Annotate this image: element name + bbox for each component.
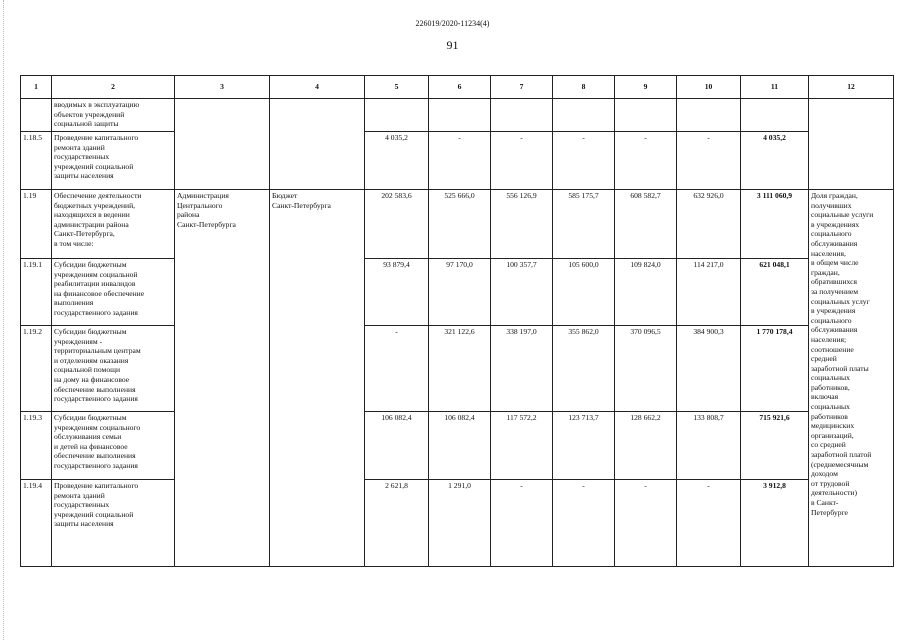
total-cell: 3 111 060,9: [741, 190, 809, 259]
total-cell: 4 035,2: [741, 132, 809, 190]
table-row: [21, 132, 894, 190]
value-cell: -: [677, 480, 741, 567]
value-cell: 100 357,7: [491, 259, 553, 326]
value-cell: 585 175,7: [553, 190, 615, 259]
row-number: 1.19.3: [21, 412, 52, 480]
table-row: [21, 99, 894, 132]
row-name: Субсидии бюджетным учреждениям - территориальным центрам и отделениям оказания социальной помощи на дому на финансовое обеспечение выполнения государственного задания: [52, 326, 175, 412]
value-cell: 123 713,7: [553, 412, 615, 480]
value-cell: 2 621,8: [365, 480, 429, 567]
column-header: 4: [270, 76, 365, 99]
column-header: 11: [741, 76, 809, 99]
row-number: 1.19.4: [21, 480, 52, 567]
value-cell: -: [615, 480, 677, 567]
row-number: 1.19: [21, 190, 52, 259]
value-cell: 106 082,4: [429, 412, 491, 480]
executor-cell: Администрация Центрального района Санкт-Петербурга: [175, 190, 270, 567]
value-cell: -: [615, 132, 677, 190]
value-cell: 384 900,3: [677, 326, 741, 412]
page-margin-line: [3, 0, 4, 640]
total-cell: 3 912,8: [741, 480, 809, 567]
page-number: 91: [446, 38, 459, 52]
value-cell: 525 666,0: [429, 190, 491, 259]
value-cell: 105 600,0: [553, 259, 615, 326]
column-header: 2: [52, 76, 175, 99]
table-row: [21, 190, 894, 259]
value-cell: 338 197,0: [491, 326, 553, 412]
value-cell: -: [553, 480, 615, 567]
row-name: Обеспечение деятельности бюджетных учреждений, находящихся в ведении администрации района Санкт-Петербурга, в том числе:: [52, 190, 175, 259]
column-header: 9: [615, 76, 677, 99]
value-cell: -: [553, 132, 615, 190]
value-cell: 321 122,6: [429, 326, 491, 412]
column-header: 8: [553, 76, 615, 99]
column-header: 1: [21, 76, 52, 99]
indicator-cell: Доля граждан, получивших социальные услуги в учреждениях социального обслуживания населения, в общем числе граждан, обратившихся за получением социальных услуг в учреждения социального обслуживания населения; соотношение средней заработной платы социальных работников, включая социальных работников медицинских организаций, со средней заработной платой (среднемесячным доходом от трудовой деятельности) в Санкт- Петербурге: [809, 190, 894, 567]
column-header: 3: [175, 76, 270, 99]
value-cell: 106 082,4: [365, 412, 429, 480]
row-number: 1.18.5: [21, 132, 52, 190]
value-cell: -: [677, 132, 741, 190]
value-cell: -: [491, 132, 553, 190]
column-header: 10: [677, 76, 741, 99]
value-cell: 608 582,7: [615, 190, 677, 259]
value-cell: 128 662,2: [615, 412, 677, 480]
source-cell: Бюджет Санкт-Петербурга: [270, 190, 365, 567]
row-name: Субсидии бюджетным учреждениям социальной реабилитации инвалидов на финансовое обеспечение выполнения государственного задания: [52, 259, 175, 326]
table-row: [21, 412, 894, 480]
total-cell: 1 770 178,4: [741, 326, 809, 412]
column-header: 5: [365, 76, 429, 99]
table-row: [21, 326, 894, 412]
total-cell: 621 048,1: [741, 259, 809, 326]
column-header: 12: [809, 76, 894, 99]
row-name: Субсидии бюджетным учреждениям социального обслуживания семьи и детей на финансовое обеспечение выполнения государственного задания: [52, 412, 175, 480]
value-cell: 117 572,2: [491, 412, 553, 480]
value-cell: 114 217,0: [677, 259, 741, 326]
value-cell: 556 126,9: [491, 190, 553, 259]
value-cell: -: [365, 326, 429, 412]
value-cell: 632 926,0: [677, 190, 741, 259]
value-cell: 1 291,0: [429, 480, 491, 567]
row-number: 1.19.1: [21, 259, 52, 326]
program-table: [20, 75, 894, 567]
row-number: [21, 99, 52, 132]
row-name: вводимых в эксплуатацию объектов учреждений социальной защиты: [52, 99, 175, 132]
value-cell: 109 824,0: [615, 259, 677, 326]
row-name: Проведение капитального ремонта зданий государственных учреждений социальной защиты населения: [52, 132, 175, 190]
value-cell: 93 879,4: [365, 259, 429, 326]
indicator-cell: [809, 99, 894, 190]
value-cell: 355 862,0: [553, 326, 615, 412]
value-cell: 4 035,2: [365, 132, 429, 190]
value-cell: -: [491, 480, 553, 567]
table-row: [21, 480, 894, 567]
table-row: [21, 259, 894, 326]
value-cell: 370 096,5: [615, 326, 677, 412]
value-cell: 133 808,7: [677, 412, 741, 480]
header-row: [21, 76, 894, 99]
row-name: Проведение капитального ремонта зданий государственных учреждений социальной защиты населения: [52, 480, 175, 567]
value-cell: 202 583,6: [365, 190, 429, 259]
column-header: 7: [491, 76, 553, 99]
total-cell: 715 921,6: [741, 412, 809, 480]
value-cell: 97 170,0: [429, 259, 491, 326]
executor-cell: [175, 99, 270, 190]
column-header: 6: [429, 76, 491, 99]
row-number: 1.19.2: [21, 326, 52, 412]
document-id: 226019/2020-11234(4): [415, 19, 490, 28]
value-cell: -: [429, 132, 491, 190]
source-cell: [270, 99, 365, 190]
